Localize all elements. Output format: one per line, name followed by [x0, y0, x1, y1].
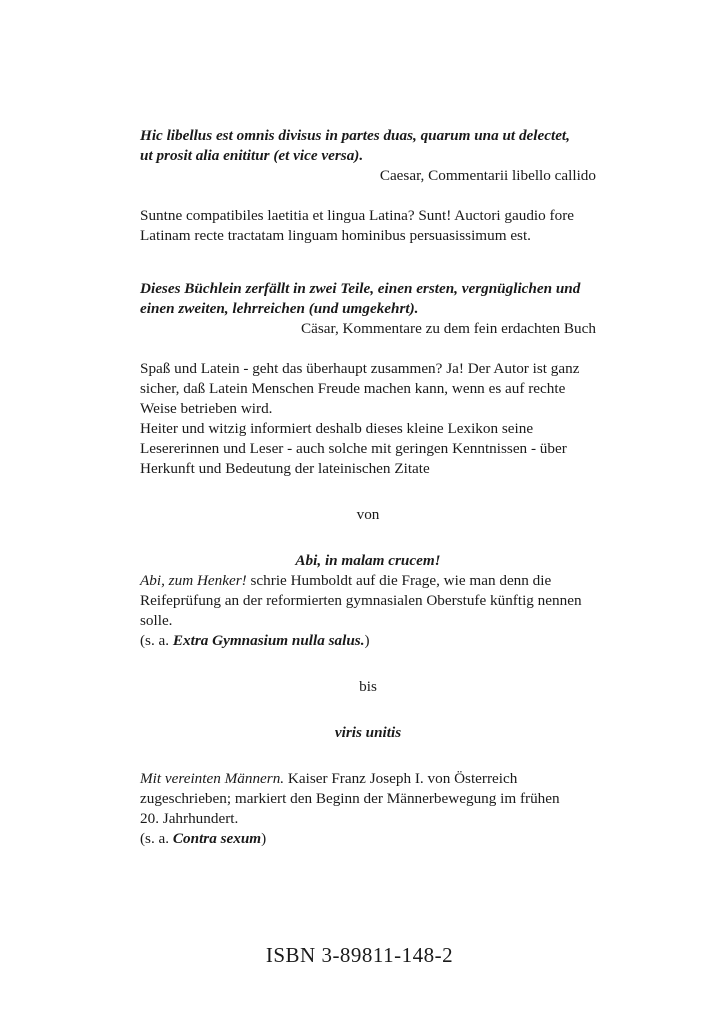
isbn-number: ISBN 3-89811-148-2: [265, 943, 454, 967]
german-para2-line-1: Heiter und witzig informiert deshalb dieses kleine Lexikon seine: [140, 420, 534, 437]
german-para2-line-2: Lesererinnen und Leser - auch solche mit geringen Kenntnissen - über: [140, 440, 567, 457]
entry1-see-also: [140, 631, 596, 651]
entry1-see-prefix: (s. a.: [140, 632, 173, 649]
entry2-see-ref: Contra sexum: [172, 830, 262, 847]
to-label: bis: [359, 678, 377, 695]
entry2-see-prefix: (s. a.: [140, 830, 173, 847]
latin-text-line-2: Latinam recte tractatam linguam hominibus persuasissimum est.: [140, 227, 531, 244]
entry1-see-suffix: ): [364, 632, 370, 649]
entry2-translation: Mit vereinten Männern.: [140, 770, 285, 787]
german-para1-line-3: Weise betrieben wird.: [140, 400, 273, 417]
german-quote-line-2: einen zweiten, lehrreichen (und umgekehrt).: [140, 300, 419, 317]
german-para1-line-2: sicher, daß Latein Menschen Freude machen kann, wenn es auf rechte: [140, 380, 566, 397]
entry1-see-ref: Extra Gymnasium nulla salus.: [172, 632, 365, 649]
german-para1-line-1: Spaß und Latein - geht das überhaupt zusammen? Ja! Der Autor ist ganz: [140, 360, 580, 377]
back-cover-text: [140, 126, 596, 849]
latin-attribution: Caesar, Commentarii libello callido: [379, 167, 596, 184]
entry2-see-suffix: ): [261, 830, 267, 847]
entry2-headword: viris unitis: [334, 724, 402, 741]
german-quote-line-1: Dieses Büchlein zerfällt in zwei Teile, einen ersten, vergnüglichen und: [140, 280, 581, 297]
entry1-text-line-2: Reifeprüfung an der reformierten gymnasialen Oberstufe künftig nennen: [140, 592, 582, 609]
latin-quote-line-1: Hic libellus est omnis divisus in partes duas, quarum una ut delectet,: [140, 127, 570, 144]
entry2-text-line-1: [140, 769, 596, 789]
entry2-text-line-2: zugeschrieben; markiert den Beginn der Männerbewegung im frühen: [140, 790, 560, 807]
entry1-translation: Abi, zum Henker!: [140, 572, 247, 589]
latin-quote-line-2: ut prosit alia enititur (et vice versa).: [140, 147, 364, 164]
entry1-text-line-3: solle.: [140, 612, 173, 629]
from-label: von: [356, 506, 380, 523]
entry2-text-line-3: 20. Jahrhundert.: [140, 810, 239, 827]
german-attribution: Cäsar, Kommentare zu dem fein erdachten Buch: [300, 320, 596, 337]
entry2-text-part1: Kaiser Franz Joseph I. von Österreich: [284, 770, 518, 787]
entry2-see-also: [140, 829, 596, 849]
entry1-text-part1: schrie Humboldt auf die Frage, wie man denn die: [246, 572, 552, 589]
entry1-headword: Abi, in malam crucem!: [295, 552, 441, 569]
german-para2-line-3: Herkunft und Bedeutung der lateinischen Zitate: [140, 460, 430, 477]
latin-text-line-1: Suntne compatibiles laetitia et lingua Latina? Sunt! Auctori gaudio fore: [140, 207, 574, 224]
entry1-text-line-1: [140, 571, 596, 591]
